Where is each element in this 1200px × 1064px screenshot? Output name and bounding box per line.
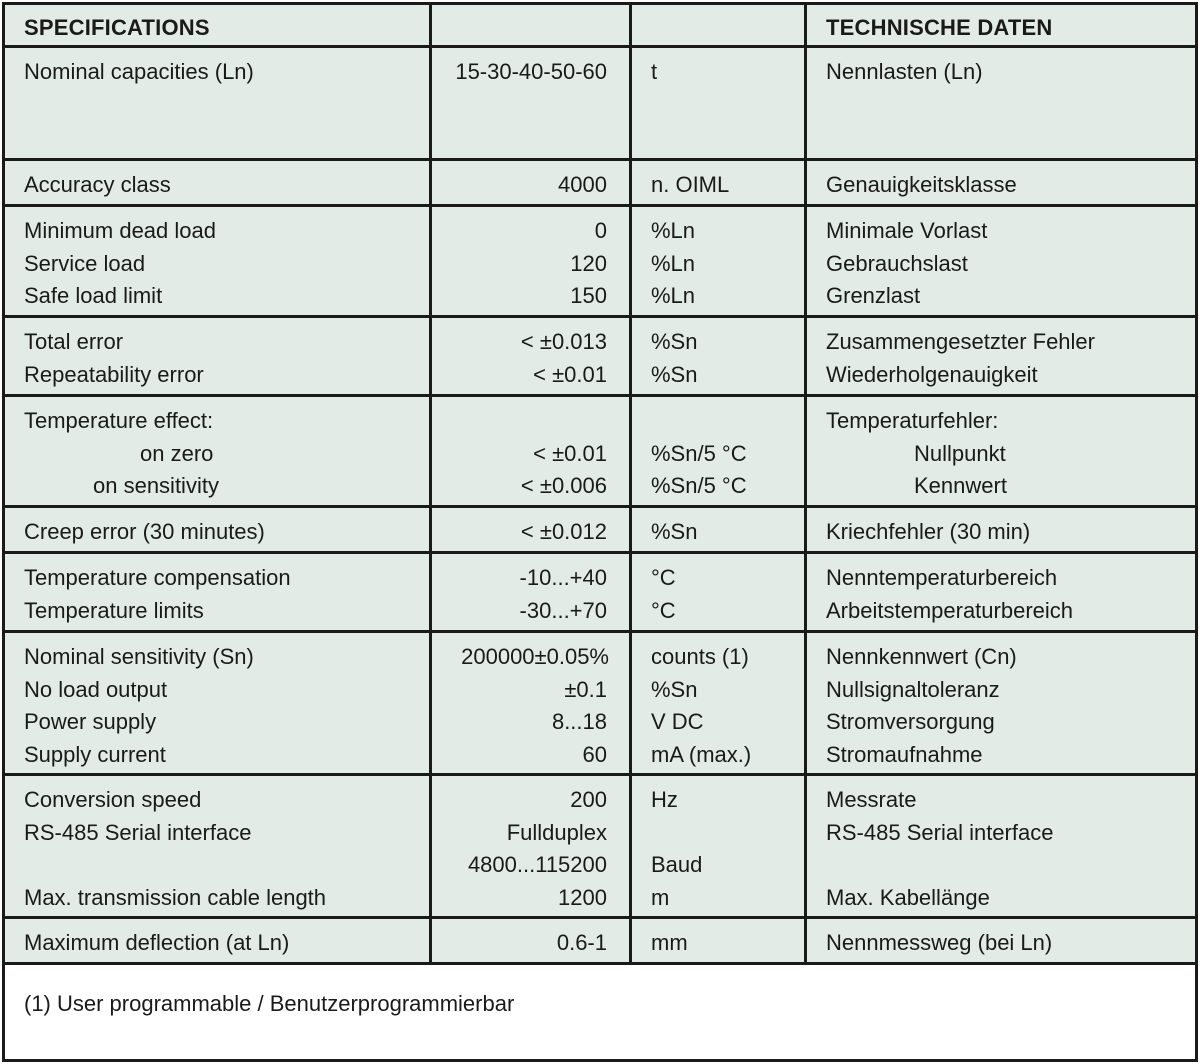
spec-label-de <box>807 850 1195 883</box>
group-en-cell <box>4 918 431 964</box>
spec-label-de: Genauigkeitsklasse <box>826 172 1017 197</box>
spec-group <box>4 775 1197 918</box>
group-de-cell <box>806 775 1197 918</box>
spec-label-de: Zusammengesetzter Fehler <box>826 329 1095 354</box>
group-en-cell <box>4 47 431 160</box>
spec-group <box>4 553 1197 632</box>
specifications-table <box>2 2 1198 1062</box>
spec-unit: m <box>651 884 670 910</box>
header-unit-column <box>631 4 806 47</box>
spec-label: on sensitivity <box>93 473 219 498</box>
spec-label-de: RS-485 Serial interface <box>826 819 1054 845</box>
spec-group <box>4 632 1197 775</box>
spec-unit: mA (max.) <box>651 741 752 767</box>
spec-label-de: Temperaturfehler: <box>826 408 999 433</box>
group-unit-cell <box>631 160 806 206</box>
spec-unit <box>632 818 804 851</box>
spec-value: 150 <box>570 283 607 308</box>
spec-label: Maximum deflection (at Ln) <box>24 930 290 955</box>
footnote-row <box>4 964 1197 1061</box>
spec-label: Minimum dead load <box>24 218 216 243</box>
group-en-cell <box>4 206 431 317</box>
footnote-text: (1) User programmable / Benutzerprogrammierbar <box>24 991 515 1016</box>
spec-label: Conversion speed <box>24 787 202 812</box>
group-value-cell <box>431 507 631 553</box>
spec-label: No load output <box>24 676 168 702</box>
spec-value: 1200 <box>558 884 607 910</box>
spec-unit: V DC <box>651 709 704 734</box>
header-specifications-label: SPECIFICATIONS <box>24 15 210 40</box>
footnote-cell <box>4 964 1197 1061</box>
group-value-cell <box>431 396 631 507</box>
group-value-cell <box>431 160 631 206</box>
spec-unit: n. OIML <box>651 172 730 197</box>
group-value-cell <box>431 47 631 160</box>
spec-value: 120 <box>570 250 607 276</box>
spec-unit: mm <box>651 930 688 955</box>
spec-value: 15-30-40-50-60 <box>455 59 607 84</box>
spec-label-de: Nenntemperaturbereich <box>826 565 1058 590</box>
spec-label: Temperature effect: <box>24 408 214 433</box>
spec-unit: %Sn <box>651 329 698 354</box>
spec-unit: counts (1) <box>651 644 749 669</box>
spec-group <box>4 317 1197 396</box>
group-value-cell <box>431 553 631 632</box>
group-de-cell <box>806 160 1197 206</box>
spec-group <box>4 160 1197 206</box>
spec-label: Supply current <box>24 741 166 767</box>
group-unit-cell <box>631 317 806 396</box>
spec-unit: %Ln <box>651 283 696 308</box>
spec-value: < ±0.012 <box>520 519 607 544</box>
group-unit-cell <box>631 206 806 317</box>
spec-unit: %Ln <box>651 250 696 276</box>
spec-label-de: Nennmessweg (bei Ln) <box>826 930 1053 955</box>
spec-value: -30...+70 <box>519 597 607 623</box>
group-en-cell <box>4 632 431 775</box>
spec-unit: %Sn <box>651 676 698 702</box>
spec-label-de: Max. Kabellänge <box>826 884 990 910</box>
group-unit-cell <box>631 553 806 632</box>
spec-label: RS-485 Serial interface <box>24 819 252 845</box>
spec-label-de: Stromaufnahme <box>826 741 983 767</box>
spec-value: -10...+40 <box>519 565 607 590</box>
header-row <box>4 4 1197 47</box>
spec-unit: °C <box>651 565 676 590</box>
spec-unit: Hz <box>651 787 678 812</box>
spec-unit: t <box>651 59 658 84</box>
spec-label: Nominal capacities (Ln) <box>24 59 254 84</box>
group-de-cell <box>806 317 1197 396</box>
spec-value: 8...18 <box>551 709 607 734</box>
header-value-column <box>431 4 631 47</box>
spec-value: < ±0.01 <box>533 440 607 466</box>
spec-unit: %Sn/5 °C <box>651 473 747 498</box>
group-unit-cell <box>631 396 806 507</box>
group-unit-cell <box>631 507 806 553</box>
spec-label-de: Stromversorgung <box>826 709 995 734</box>
spec-group <box>4 47 1197 160</box>
group-unit-cell <box>631 918 806 964</box>
group-en-cell <box>4 553 431 632</box>
group-en-cell <box>4 507 431 553</box>
header-specifications <box>4 4 431 47</box>
spec-unit <box>632 406 804 439</box>
spec-value: 60 <box>582 741 607 767</box>
spec-label-de: Gebrauchslast <box>826 250 968 276</box>
spec-group <box>4 507 1197 553</box>
spec-value: < ±0.013 <box>520 329 607 354</box>
group-value-cell <box>431 206 631 317</box>
group-de-cell <box>806 553 1197 632</box>
spec-value: < ±0.006 <box>520 473 607 498</box>
group-en-cell <box>4 775 431 918</box>
spec-value: 200000±0.05% <box>461 644 609 669</box>
spec-label-de: Messrate <box>826 787 917 812</box>
spec-value: 4800...115200 <box>467 852 607 877</box>
spec-value: Fullduplex <box>506 819 607 845</box>
group-value-cell <box>431 775 631 918</box>
spec-label-de: Nullsignaltoleranz <box>826 676 1000 702</box>
spec-label: Safe load limit <box>24 283 163 308</box>
spec-group <box>4 206 1197 317</box>
spec-label: Nominal sensitivity (Sn) <box>24 644 254 669</box>
spec-label: Temperature compensation <box>24 565 291 590</box>
spec-label-de: Nennkennwert (Cn) <box>826 644 1017 669</box>
group-en-cell <box>4 396 431 507</box>
spec-value: < ±0.01 <box>533 361 607 387</box>
spec-unit: %Sn <box>651 519 698 544</box>
spec-label-de: Nennlasten (Ln) <box>826 59 983 84</box>
spec-label-de: Minimale Vorlast <box>826 218 988 243</box>
spec-label: Service load <box>24 250 146 276</box>
spec-unit: %Ln <box>651 218 696 243</box>
group-value-cell <box>431 632 631 775</box>
group-value-cell <box>431 918 631 964</box>
group-de-cell <box>806 918 1197 964</box>
spec-label-de: Kriechfehler (30 min) <box>826 519 1031 544</box>
header-technische-daten-label: TECHNISCHE DATEN <box>826 15 1053 40</box>
spec-label <box>5 850 429 883</box>
spec-label: Power supply <box>24 709 157 734</box>
group-unit-cell <box>631 775 806 918</box>
spec-label: Creep error (30 minutes) <box>24 519 265 544</box>
spec-value <box>432 406 629 439</box>
spec-value: ±0.1 <box>564 676 607 702</box>
spec-label: Total error <box>24 329 124 354</box>
spec-value: 0 <box>594 218 607 243</box>
spec-label: Max. transmission cable length <box>24 884 327 910</box>
spec-label: Repeatability error <box>24 361 204 387</box>
spec-label-de: Grenzlast <box>826 283 921 308</box>
group-de-cell <box>806 632 1197 775</box>
spec-label-de: Kennwert <box>914 473 1007 498</box>
spec-label-de: Nullpunkt <box>914 440 1006 466</box>
spec-group <box>4 918 1197 964</box>
group-value-cell <box>431 317 631 396</box>
spec-unit: Baud <box>651 852 703 877</box>
group-unit-cell <box>631 47 806 160</box>
spec-unit: %Sn <box>651 361 698 387</box>
group-de-cell <box>806 396 1197 507</box>
spec-label: Accuracy class <box>24 172 171 197</box>
spec-unit: %Sn/5 °C <box>651 440 747 466</box>
spec-label: on zero <box>140 440 214 466</box>
group-de-cell <box>806 47 1197 160</box>
spec-group <box>4 396 1197 507</box>
spec-label-de: Wiederholgenauigkeit <box>826 361 1038 387</box>
spec-value: 0.6-1 <box>556 930 607 955</box>
group-de-cell <box>806 206 1197 317</box>
spec-label-de: Arbeitstemperaturbereich <box>826 597 1074 623</box>
group-en-cell <box>4 160 431 206</box>
spec-unit: °C <box>651 597 676 623</box>
header-technische-daten <box>806 4 1197 47</box>
spec-value: 200 <box>570 787 607 812</box>
group-de-cell <box>806 507 1197 553</box>
group-en-cell <box>4 317 431 396</box>
spec-value: 4000 <box>558 172 607 197</box>
spec-label: Temperature limits <box>24 597 204 623</box>
group-unit-cell <box>631 632 806 775</box>
